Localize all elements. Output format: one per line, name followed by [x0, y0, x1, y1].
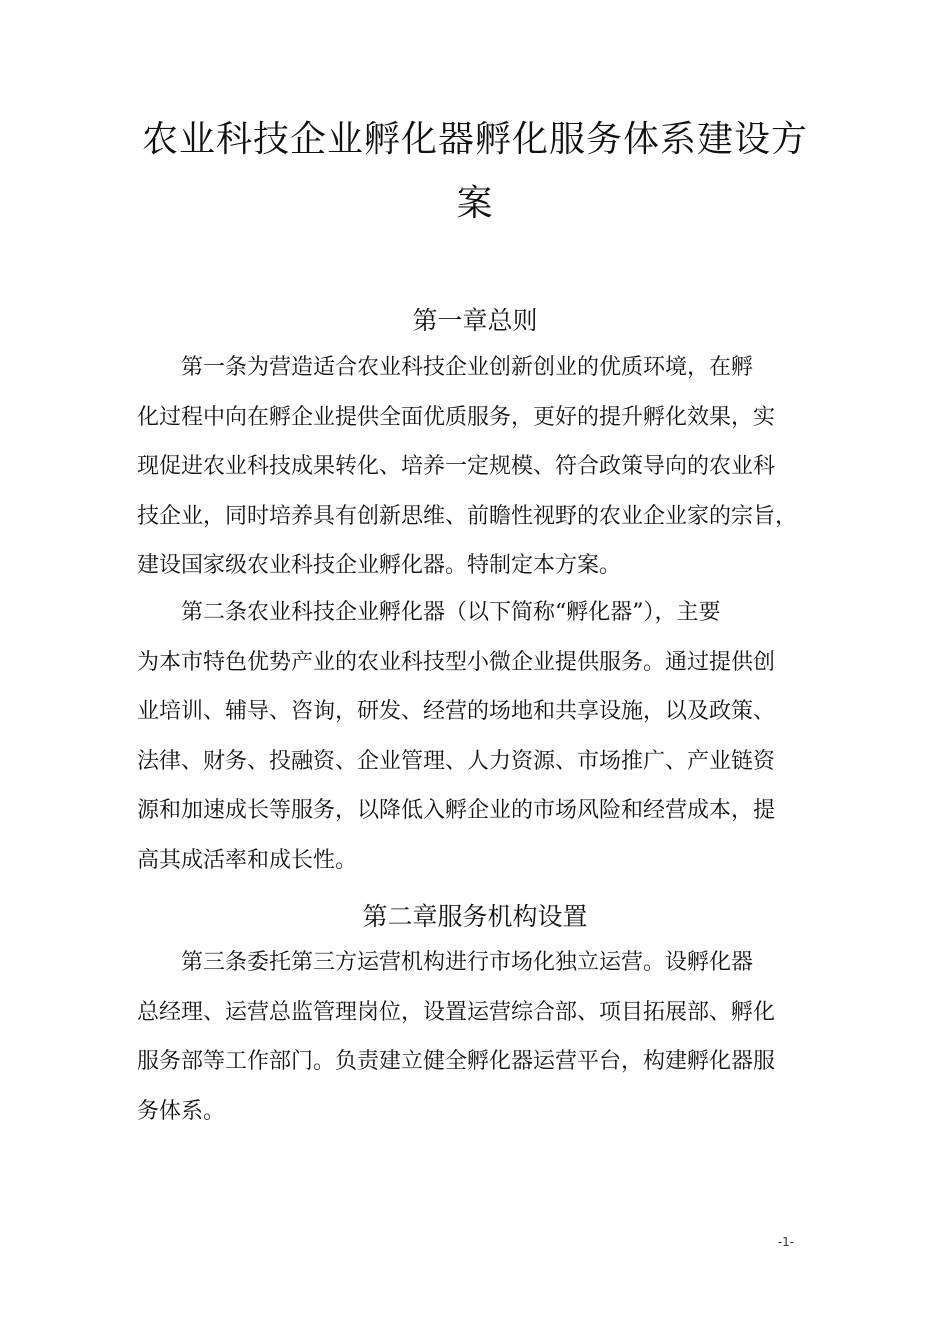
article-1-paragraph: [137, 343, 821, 591]
paragraph-line: 源和加速成长等服务，以降低入孵企业的市场风险和经营成本，提: [137, 798, 776, 823]
article-2-paragraph: [137, 588, 821, 885]
paragraph-line: 高其成活率和成长性。: [137, 847, 358, 873]
paragraph-line: 第三条委托第三方运营机构进行市场化独立运营。设孵化器: [137, 950, 754, 975]
paragraph-line: 现促进农业科技成果转化、培养一定规模、符合政策导向的农业科: [137, 454, 776, 479]
document-title-line-2: 案: [456, 183, 494, 224]
paragraph-line: 总经理、运营总监管理岗位，设置运营综合部、项目拓展部、孵化: [137, 999, 776, 1025]
paragraph-line: 法律、财务、投融资、企业管理、人力资源、市场推广、产业链资: [137, 748, 776, 774]
paragraph-line: 业培训、辅导、咨询，研发、经营的场地和共享设施，以及政策、: [137, 699, 776, 724]
paragraph-line: 务体系。: [137, 1098, 226, 1124]
article-3-paragraph: [137, 938, 821, 1136]
paragraph-line: 建设国家级农业科技企业孵化器。特制定本方案。: [137, 553, 622, 578]
page-number: -1-: [777, 1235, 795, 1249]
paragraph-line: 第二条农业科技企业孵化器（以下简称“孵化器”），主要: [137, 600, 721, 625]
paragraph-line: 为本市特色优势产业的农业科技型小微企业提供服务。通过提供创: [137, 649, 776, 675]
paragraph-line: 服务部等工作部门。负责建立健全孵化器运营平台，构建孵化器服: [137, 1049, 776, 1074]
paragraph-line: 化过程中向在孵企业提供全面优质服务，更好的提升孵化效果，实: [137, 404, 776, 430]
paragraph-line: 技企业，同时培养具有创新思维、前瞻性视野的农业企业家的宗旨，: [137, 503, 798, 529]
chapter-heading-general-provisions: 第一章总则: [412, 306, 538, 335]
paragraph-line: 第一条为营造适合农业科技企业创新创业的优质环境，在孵: [137, 355, 754, 380]
document-title: [0, 108, 950, 236]
chapter-heading-service-organization: 第二章服务机构设置: [362, 902, 588, 931]
document-title-line-1: 农业科技企业孵化器孵化服务体系建设方: [141, 119, 808, 160]
